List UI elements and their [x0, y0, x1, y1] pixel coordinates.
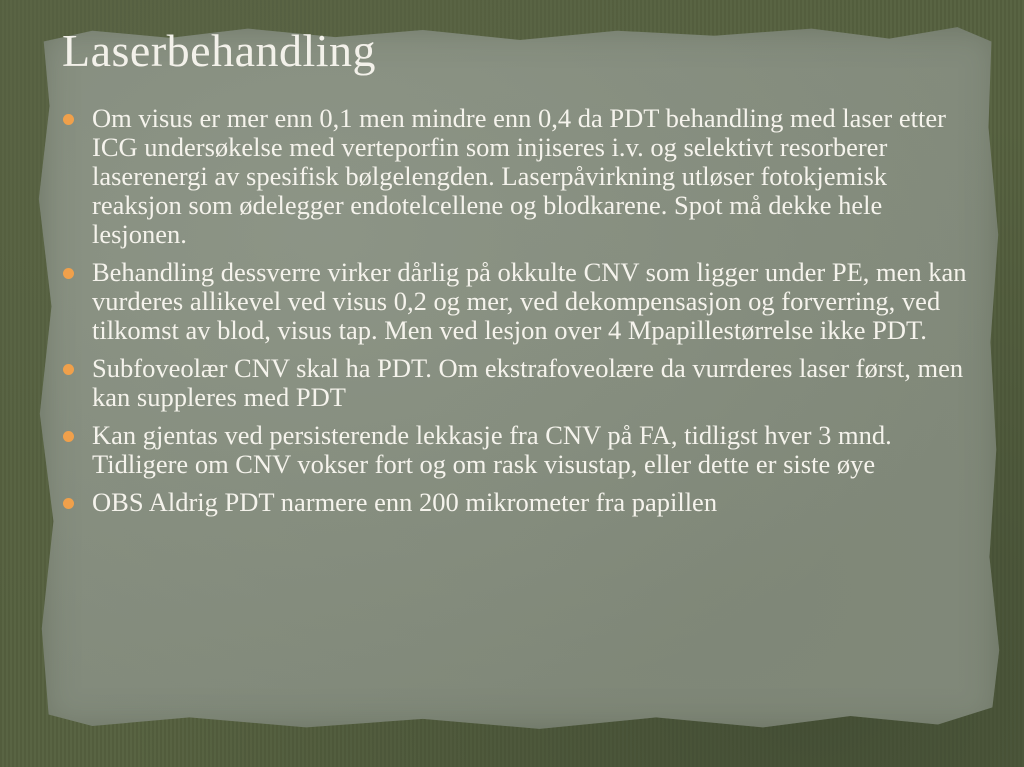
bullet-dot-icon — [63, 431, 74, 442]
bullet-dot-icon — [63, 268, 74, 279]
slide-title: Laserbehandling — [62, 25, 377, 76]
bullet-item — [60, 258, 980, 345]
bullet-dot-icon — [63, 114, 74, 125]
bullet-item — [60, 421, 980, 479]
bullet-text: OBS Aldrig PDT narmere enn 200 mikrometer fra papillen — [92, 487, 718, 517]
bullet-item — [60, 354, 980, 412]
bullet-dot-icon — [63, 498, 74, 509]
bullet-text: Kan gjentas ved persisterende lekkasje fra CNV på FA, tidligst hver 3 mnd. Tidligere om CNV vokser fort og om rask visustap, eller dette er siste øye — [92, 420, 892, 479]
bullet-text: Behandling dessverre virker dårlig på okkulte CNV som ligger under PE, men kan vurderes allikevel ved visus 0,2 og mer, ved dekompensasjon og forverring, ved tilkomst av blod, visus tap. Men ved lesjon over 4 Mpapillestørrelse ikke PDT. — [92, 257, 967, 345]
bullet-item — [60, 488, 980, 517]
bullet-text: Om visus er mer enn 0,1 men mindre enn 0,4 da PDT behandling med laser etter ICG undersøkelse med verteporfin som injiseres i.v. og selektivt resorberer laserenergi av spesifisk bølgelengden. Laserpåvirkning utløser fotokjemisk reaksjon som ødelegger endotelcellene og blodkarene. Spot må dekke hele lesjonen. — [92, 103, 946, 249]
bullet-list — [60, 104, 980, 526]
bullet-dot-icon — [63, 364, 74, 375]
bullet-text: Subfoveolær CNV skal ha PDT. Om ekstrafoveolære da vurrderes laser først, men kan suppleres med PDT — [92, 353, 964, 412]
bullet-item — [60, 104, 980, 249]
